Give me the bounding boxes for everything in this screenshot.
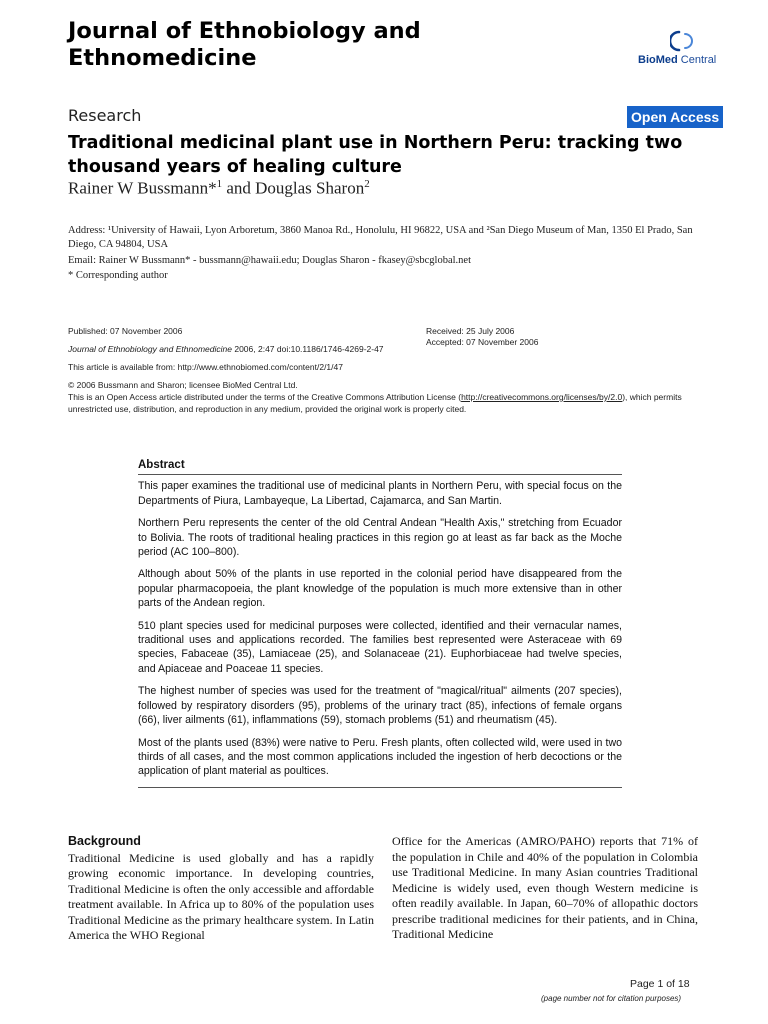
author-address: Address: ¹University of Hawaii, Lyon Arboretum, 3860 Manoa Rd., Honolulu, HI 96822, USA and ²San Diego Museum of Man, 1350 El Prado, San Diego, CA 94804, USA [68, 225, 693, 250]
accepted-date: Accepted: 07 November 2006 [426, 337, 539, 347]
publisher-name [638, 54, 716, 66]
corresponding-author-note: * Corresponding author [68, 270, 168, 281]
background-heading: Background [68, 834, 141, 848]
citation-details: 2006, 2:47 doi:10.1186/1746-4269-2-47 [231, 344, 384, 354]
abstract-top-rule [138, 474, 622, 475]
abstract-paragraph: 510 plant species used for medicinal purposes were collected, identified and their vernacular names, traditional uses and applications recorded. The families best represented were Asteraceae with 69 species, Fabaceae (35), Lamiaceae (25), and Solanaceae (21). Euphorbiaceae had twelve species, and Apiaceae and Poaceae 11 species. [138, 619, 622, 675]
journal-title-line1: Journal of Ethnobiology and [68, 18, 421, 44]
abstract-bottom-rule [138, 787, 622, 788]
journal-title [68, 18, 538, 72]
article-url[interactable]: This article is available from: http://www.ethnobiomed.com/content/2/1/47 [68, 362, 343, 372]
abstract-paragraph: Northern Peru represents the center of the old Central Andean "Health Axis," stretching from Ecuador to Bolivia. The roots of traditional healing practices in this region go at least as far back as the Moche period (AC 100–800). [138, 517, 622, 559]
body-column-left [68, 834, 374, 944]
abstract-box [138, 458, 622, 788]
citation-journal: Journal of Ethnobiology and Ethnomedicine [68, 344, 232, 354]
background-text-left: Traditional Medicine is used globally and has a rapidly growing economic importance. In developing countries, Traditional Medicine is often the only accessible and affordable treatment available. In Africa up to 80% of the population uses Traditional Medicine as the primary healthcare system. In Latin America the WHO Regional [68, 850, 374, 942]
author-conjunction: and [222, 178, 256, 198]
published-date: Published: 07 November 2006 [68, 326, 183, 336]
page-number: Page 1 of 18 [630, 978, 690, 990]
author-2-affiliation: 2 [364, 178, 370, 190]
abstract-paragraph: Most of the plants used (83%) were native to Peru. Fresh plants, often collected wild, were used in two thirds of all cases, and the most common applications included the ingestion of herb decoctions or the application of plant material as poultices. [138, 736, 622, 778]
page-number-note: (page number not for citation purposes) [541, 994, 682, 1003]
license-statement [68, 392, 698, 415]
copyright-line: © 2006 Bussmann and Sharon; licensee BioMed Central Ltd. [68, 380, 298, 390]
journal-title-line2: Ethnomedicine [68, 45, 257, 71]
body-column-right [392, 834, 698, 943]
license-text-post: ), which permits unrestricted use, distribution, and reproduction in any medium, provided the original work is properly cited. [68, 392, 682, 414]
author-1[interactable]: Rainer W Bussmann* [68, 178, 217, 198]
background-text-right: Office for the Americas (AMRO/PAHO) reports that 71% of the population in Chile and 40% of the population in Colombia use Traditional Medicine. In many Asian countries Traditional Medicine is widely used, even though Western medicine is often readily available. In Japan, 60–70% of allopathic doctors prescribe traditional medicines for their patients, and in China, Traditional Medicine [392, 834, 698, 941]
article-type: Research [68, 106, 142, 125]
author-emails[interactable]: Email: Rainer W Bussmann* - bussmann@hawaii.edu; Douglas Sharon - fkasey@sbcglobal.net [68, 255, 472, 266]
abstract-paragraph: This paper examines the traditional use of medicinal plants in Northern Peru, with special focus on the Departments of Piura, Lambayeque, La Libertad, Cajamarca, and San Martin. [138, 480, 622, 507]
abstract-heading: Abstract [138, 459, 185, 471]
biomed-logo-icon [670, 28, 696, 54]
author-1-affiliation: 1 [216, 178, 223, 190]
abstract-paragraph: The highest number of species was used for the treatment of "magical/ritual" ailments (207 species), followed by respiratory disorders (95), problems of the urinary tract (85), infections of female organs (66), liver ailments (61), inflammations (59), stomach problems (51) and rheumatism (45). [138, 685, 622, 727]
publisher-name-bold: BioMed [638, 54, 678, 66]
open-access-badge: Open Access [627, 106, 723, 128]
biomed-central-logo[interactable] [630, 28, 740, 72]
received-date: Received: 25 July 2006 [426, 326, 515, 336]
citation [68, 344, 384, 356]
abstract-paragraph: Although about 50% of the plants in use reported in the colonial period have disappeared from the popular pharmacopoeia, the plant knowledge of the population is much more extensive than in other parts of the Andean region. [138, 568, 622, 610]
publisher-name-light: Central [677, 54, 717, 66]
author-2[interactable]: Douglas Sharon [255, 178, 365, 198]
license-link[interactable]: http://creativecommons.org/licenses/by/2.0 [461, 392, 623, 402]
license-text-pre: This is an Open Access article distributed under the terms of the Creative Commons Attribution License ( [68, 392, 462, 402]
author-list [68, 178, 708, 199]
article-title: Traditional medicinal plant use in Northern Peru: tracking two thousand years of healing culture [68, 133, 683, 177]
